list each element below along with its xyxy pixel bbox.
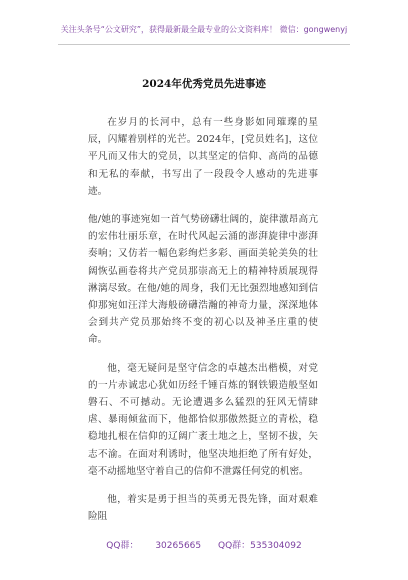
footer-contacts: QQ群： 30265665 QQ群：535304092 (106, 541, 302, 551)
header-divider (58, 44, 350, 45)
document-body (88, 114, 318, 536)
paragraph-spirit: 他/她的事迹宛如一首气势磅礴壮阔的，旋律激昂高亢的宏伟壮丽乐章，在时代风起云涌的澎湃旋律中澎湃奏响；又仿若一幅色彩绚烂多彩、画面美轮美奂的壮阔恢弘画卷将共产党员那崇高无上的精神特质展现得淋漓尽致。在他/她的周身，我们无比强烈地感知到信仰那宛如汪洋大海般磅礴浩瀚的神奇力量，深深地体会到共产党员那始终不变的初心以及神圣庄重的使命。 (88, 214, 318, 346)
paragraph-vanguard: 他，着实是勇于担当的英勇无畏先锋，面对艰难险阻 (88, 494, 318, 523)
document-title: 2024年优秀党员先进事迹 (142, 78, 266, 90)
paragraph-faith: 他，毫无疑问是坚守信念的卓越杰出楷模，对党的一片赤诚忠心犹如历经千锤百炼的钢铁锻造般坚如磐石、不可撼动。无论遭遇多么猛烈的狂风无情肆虐、暴雨倾盆而下，他都恰似那傲然挺立的青松，稳稳地扎根在信仰的辽阔广袤土地之上，坚韧不拔，矢志不渝。在面对利诱时，他坚决地拒绝了所有好处，毫不动摇地坚守着自己的信仰不泄露任何党的机密。 (88, 362, 318, 477)
paragraph-intro: 在岁月的长河中，总有一些身影如同璀璨的星辰，闪耀着别样的光芒。2024年，[党员姓名]，这位平凡而又伟大的党员，以其坚定的信仰、高尚的品德和无私的奉献，书写出了一段段令人感动的先进事迹。 (88, 117, 318, 197)
header-banner: 关注头条号“公文研究”，获得最新最全最专业的公文资料库！ 微信：gongwenyj (60, 25, 348, 34)
